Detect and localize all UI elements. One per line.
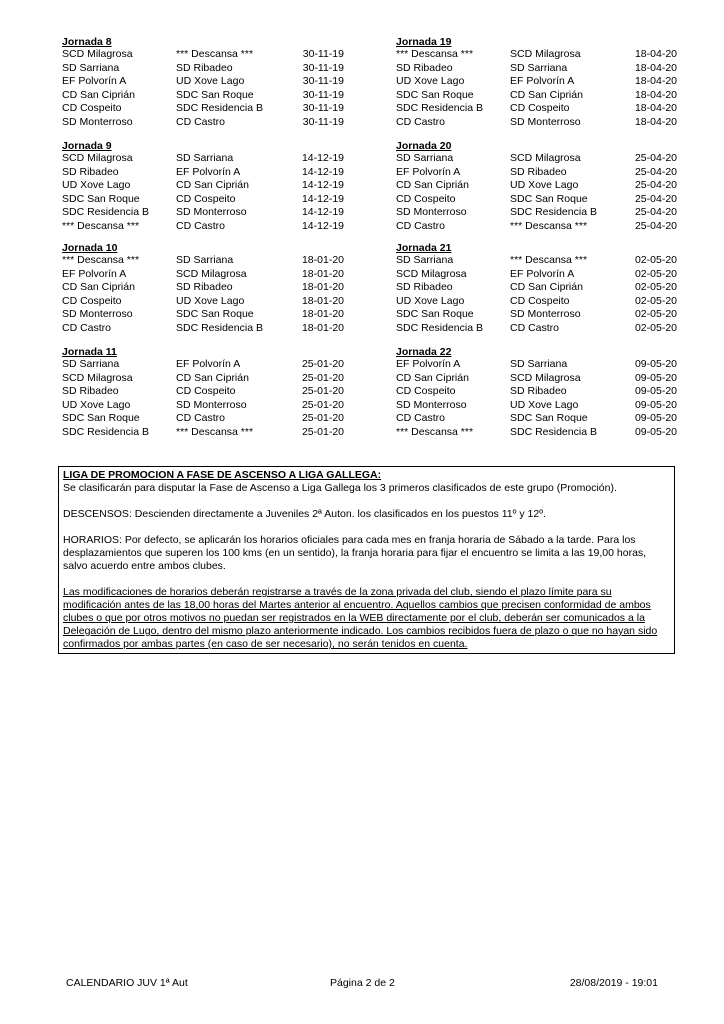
round-block [396,36,677,129]
home-team: *** Descansa *** [396,48,474,60]
match-row [396,426,677,440]
footer-left: CALENDARIO JUV 1ª Aut [66,977,188,989]
away-team: EF Polvorín A [510,267,575,280]
match-row [62,206,344,220]
away-team: SDC San Roque [176,88,254,101]
notice-horarios: HORARIOS: Por defecto, se aplicarán los horarios oficiales para cada mes en franja horaria de Sábado a la tarde. Para los desplazamientos que superen los 100 kms (en un sentido), la franja horaria para fijar el encuentro se limita a las 19,00 horas, salvo acuerdo entre ambos clubes. [63,534,647,572]
home-team: SDC San Roque [396,308,474,320]
home-team: CD Cospeito [62,102,122,114]
home-team: UD Xove Lago [62,179,131,191]
round-block [396,140,677,233]
notice-title: LIGA DE PROMOCION A FASE DE ASCENSO A LIGA GALLEGA: [63,469,382,481]
home-team: SD Monterroso [62,115,133,128]
round-block [396,242,677,335]
away-team: *** Descansa *** [176,48,254,60]
home-team: CD San Ciprián [396,179,469,191]
away-team: SD Monterroso [176,398,247,411]
match-row [62,89,344,103]
match-row [62,193,344,207]
round-title: Jornada 20 [396,140,452,152]
match-date: 18-01-20 [301,281,344,293]
away-team: UD Xove Lago [176,294,245,307]
match-date: 30-11-19 [302,102,344,114]
home-team: SDC Residencia B [396,321,483,334]
match-row [62,268,344,282]
away-team: SDC San Roque [510,412,588,424]
match-row [396,220,677,234]
match-row [396,152,677,166]
away-team: CD Castro [176,412,226,424]
home-team: SD Monterroso [62,308,133,320]
away-team: CD San Ciprián [176,179,249,191]
home-team: EF Polvorín A [396,165,461,178]
footer-timestamp: 28/08/2019 - 19:01 [569,977,658,989]
match-date: 02-05-20 [634,254,677,266]
home-team: CD Castro [396,219,446,232]
match-date: 25-04-20 [634,179,677,191]
match-row [62,412,344,426]
match-date: 18-04-20 [634,61,677,74]
match-row [396,322,677,336]
round-title: Jornada 19 [396,36,452,48]
match-date: 25-01-20 [301,412,344,424]
away-team: CD Cospeito [510,102,570,114]
home-team: SD Sarriana [396,254,454,266]
home-team: SD Sarriana [62,61,120,74]
match-date: 02-05-20 [634,267,677,280]
match-row [396,62,677,76]
home-team: CD Castro [62,321,112,334]
match-date: 09-05-20 [634,358,677,370]
home-team: SD Ribadeo [62,165,119,178]
away-team: CD Cospeito [510,294,570,307]
match-date: 25-01-20 [301,358,344,370]
match-date: 18-01-20 [301,294,344,307]
home-team: CD San Ciprián [396,371,469,384]
away-team: SD Ribadeo [510,385,567,397]
match-date: 25-04-20 [634,206,677,218]
match-row [396,48,677,62]
home-team: UD Xove Lago [62,398,131,411]
home-team: EF Polvorín A [62,75,127,87]
home-team: SD Monterroso [396,398,467,411]
away-team: SCD Milagrosa [176,267,247,280]
match-date: 18-01-20 [301,267,344,280]
match-row [396,206,677,220]
notice-descensos: DESCENSOS: Descienden directamente a Juveniles 2ª Auton. los clasificados en los puestos 11º y 12º. [63,508,546,520]
home-team: SCD Milagrosa [396,267,467,280]
match-date: 02-05-20 [634,281,677,293]
match-row [396,166,677,180]
match-row [396,75,677,89]
match-row [62,358,344,372]
home-team: SDC Residencia B [396,102,483,114]
match-date: 25-01-20 [301,398,344,411]
round-title: Jornada 22 [396,346,452,358]
match-date: 25-01-20 [301,385,344,397]
away-team: UD Xove Lago [510,179,579,191]
match-date: 09-05-20 [634,398,677,411]
home-team: SDC Residencia B [62,425,149,438]
match-row [396,254,677,268]
away-team: CD San Ciprián [510,88,583,101]
match-row [396,89,677,103]
round-title: Jornada 9 [62,140,112,152]
home-team: SD Ribadeo [396,281,453,293]
match-row [62,295,344,309]
away-team: EF Polvorín A [176,165,241,178]
away-team: CD Cospeito [176,385,236,397]
match-row [62,152,344,166]
match-date: 18-01-20 [301,321,344,334]
away-team: *** Descansa *** [176,425,254,438]
match-row [62,308,344,322]
match-row [396,102,677,116]
home-team: SD Sarriana [396,152,454,164]
match-date: 25-04-20 [634,152,677,164]
home-team: *** Descansa *** [62,219,140,232]
home-team: CD Cospeito [396,192,456,205]
away-team: SD Monterroso [176,206,247,218]
match-row [62,322,344,336]
match-date: 30-11-19 [302,115,344,128]
away-team: EF Polvorín A [510,75,575,87]
away-team: SD Sarriana [176,152,234,164]
home-team: SD Sarriana [62,358,120,370]
home-team: SDC San Roque [396,88,474,101]
home-team: SCD Milagrosa [62,48,133,60]
home-team: SDC San Roque [62,412,140,424]
match-row [62,75,344,89]
home-team: SD Ribadeo [396,61,453,74]
match-date: 09-05-20 [634,425,677,438]
match-date: 18-04-20 [634,88,677,101]
match-row [396,193,677,207]
match-date: 18-04-20 [634,115,677,128]
home-team: CD San Ciprián [62,88,135,101]
home-team: SD Monterroso [396,206,467,218]
match-date: 02-05-20 [634,308,677,320]
match-row [62,426,344,440]
match-row [396,116,677,130]
match-row [62,62,344,76]
rules-notice-box [58,466,675,654]
match-row [396,372,677,386]
away-team: SDC San Roque [510,192,588,205]
home-team: CD Cospeito [396,385,456,397]
home-team: UD Xove Lago [396,294,465,307]
notice-promotion: Se clasificarán para disputar la Fase de Ascenso a Liga Gallega los 3 primeros clasificados de este grupo (Promoción). [63,482,617,494]
away-team: SD Sarriana [510,61,568,74]
round-block [62,242,344,335]
home-team: SDC Residencia B [62,206,149,218]
home-team: *** Descansa *** [396,425,474,438]
away-team: SCD Milagrosa [510,152,581,164]
away-team: UD Xove Lago [510,398,579,411]
home-team: SD Ribadeo [62,385,119,397]
match-row [62,102,344,116]
match-date: 14-12-19 [301,219,344,232]
away-team: SCD Milagrosa [510,48,581,60]
match-row [62,48,344,62]
away-team: UD Xove Lago [176,75,245,87]
away-team: CD San Ciprián [510,281,583,293]
match-date: 25-01-20 [301,425,344,438]
match-row [396,399,677,413]
round-block [62,36,344,129]
match-date: 02-05-20 [634,321,677,334]
away-team: EF Polvorín A [176,358,241,370]
match-date: 25-04-20 [634,219,677,232]
away-team: SD Sarriana [510,358,568,370]
away-team: SDC San Roque [176,308,254,320]
away-team: SCD Milagrosa [510,371,581,384]
home-team: EF Polvorín A [62,267,127,280]
match-date: 18-01-20 [301,308,344,320]
round-title: Jornada 8 [62,36,112,48]
match-row [396,281,677,295]
home-team: SCD Milagrosa [62,371,133,384]
home-team: CD San Ciprián [62,281,135,293]
match-date: 14-12-19 [301,192,344,205]
away-team: *** Descansa *** [510,219,588,232]
away-team: CD San Ciprián [176,371,249,384]
match-row [62,179,344,193]
match-date: 25-04-20 [634,165,677,178]
round-title: Jornada 10 [62,242,118,254]
match-row [62,166,344,180]
match-date: 25-04-20 [634,192,677,205]
match-date: 14-12-19 [301,152,344,164]
match-date: 18-04-20 [634,48,677,60]
round-block [62,140,344,233]
match-row [62,281,344,295]
round-block [62,346,344,439]
round-block [396,346,677,439]
away-team: SDC Residencia B [176,321,263,334]
round-title: Jornada 11 [62,346,117,358]
match-row [396,295,677,309]
away-team: SD Monterroso [510,115,581,128]
away-team: SDC Residencia B [510,425,597,438]
match-date: 14-12-19 [301,206,344,218]
match-date: 18-04-20 [634,102,677,114]
match-date: 30-11-19 [302,88,344,101]
away-team: *** Descansa *** [510,254,588,266]
match-row [62,220,344,234]
match-row [396,179,677,193]
round-title: Jornada 21 [396,242,452,254]
home-team: CD Cospeito [62,294,122,307]
home-team: CD Castro [396,412,446,424]
match-row [396,268,677,282]
away-team: SDC Residencia B [176,102,263,114]
match-row [396,412,677,426]
match-date: 02-05-20 [634,294,677,307]
notice-modificaciones: Las modificaciones de horarios deberán registrarse a través de la zona privada del club, siendo el plazo límite para su modificación antes de las 18,00 horas del Martes anterior al encuentro. Aquellos cambios que precisen conformidad de ambos clubes o que por otros motivos no puedan ser registrados en la WEB directamente por el club, deberán ser comunicados a la Delegación de Lugo, dentro del mismo plazo anteriormente indicado. Los cambios recibidos fuera de plazo o que no hayan sido confirmados por ambas partes (en caso de ser necesario), no serán tenidos en cuenta. [63,586,658,650]
away-team: CD Cospeito [176,192,236,205]
match-date: 30-11-19 [302,75,344,87]
away-team: SD Sarriana [176,254,234,266]
match-date: 30-11-19 [302,61,344,74]
match-row [62,399,344,413]
match-date: 09-05-20 [634,385,677,397]
match-date: 14-12-19 [301,179,344,191]
home-team: EF Polvorín A [396,358,461,370]
match-row [62,116,344,130]
away-team: SDC Residencia B [510,206,597,218]
match-date: 18-01-20 [301,254,344,266]
home-team: SDC San Roque [62,192,140,205]
home-team: CD Castro [396,115,446,128]
away-team: SD Ribadeo [510,165,567,178]
away-team: CD Castro [176,115,226,128]
match-date: 09-05-20 [634,412,677,424]
match-date: 25-01-20 [301,371,344,384]
match-date: 14-12-19 [301,165,344,178]
away-team: CD Castro [176,219,226,232]
away-team: CD Castro [510,321,560,334]
home-team: SCD Milagrosa [62,152,133,164]
away-team: SD Ribadeo [176,281,233,293]
match-row [62,254,344,268]
match-row [396,385,677,399]
home-team: *** Descansa *** [62,254,140,266]
match-date: 30-11-19 [302,48,344,60]
home-team: UD Xove Lago [396,75,465,87]
match-row [396,358,677,372]
match-row [396,308,677,322]
footer-page-number: Página 2 de 2 [330,977,395,989]
away-team: SD Monterroso [510,308,581,320]
match-date: 09-05-20 [634,371,677,384]
match-row [62,372,344,386]
away-team: SD Ribadeo [176,61,233,74]
match-row [62,385,344,399]
match-date: 18-04-20 [634,75,677,87]
